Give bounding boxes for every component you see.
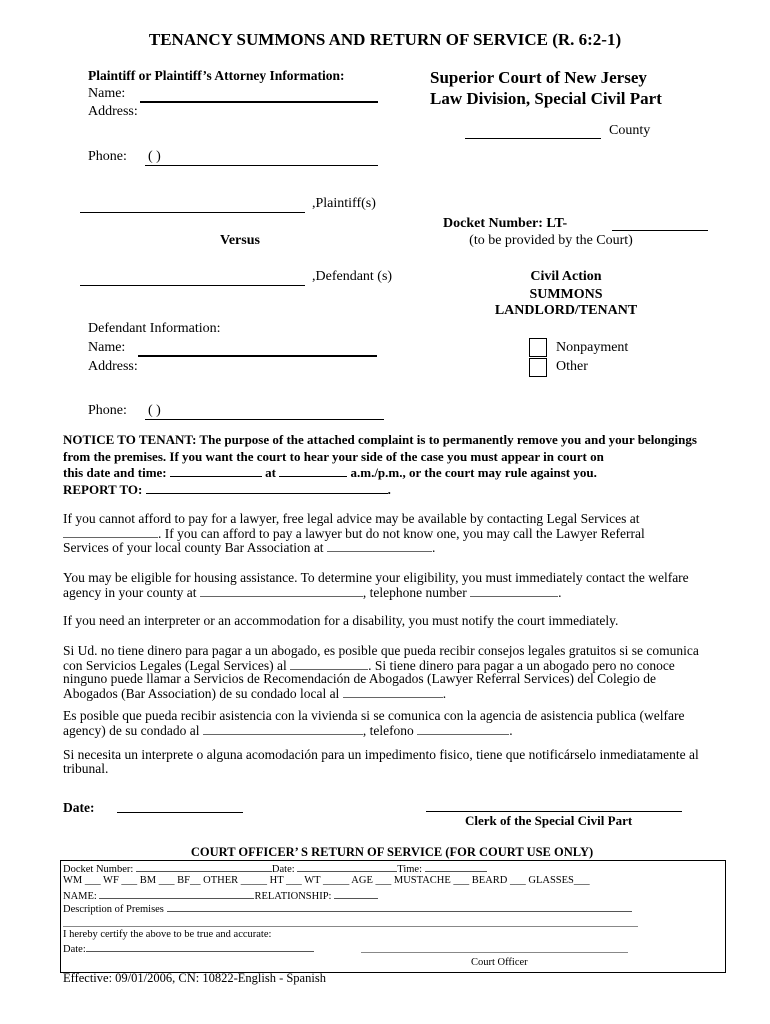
defendant-phone-field[interactable]	[145, 419, 384, 420]
return-docket-field[interactable]	[136, 862, 272, 872]
plaintiff-label: ,Plaintiff(s)	[312, 196, 376, 211]
colegio-field[interactable]	[343, 686, 443, 698]
agencia-field[interactable]	[203, 723, 363, 735]
notice-text: NOTICE TO TENANT: The purpose of the attached complaint is to permanently remove you and your belongings from the premises. If you want the court to hear your side of the case you must appear in court on	[63, 432, 697, 464]
text: agency) de su condado al	[63, 722, 200, 738]
summons-label: SUMMONS	[529, 287, 603, 302]
name-label: Name:	[88, 86, 126, 101]
civil-action-label: Civil Action	[530, 269, 602, 284]
notice-ampm: a.m./p.m., or the court may rule against you.	[350, 465, 597, 480]
relationship-label: RELATIONSHIP:	[254, 891, 332, 902]
text: con Servicios Legales (Legal Services) al	[63, 657, 287, 673]
telefono-field[interactable]	[417, 723, 509, 735]
court-name: Superior Court of New Jersey	[430, 68, 647, 87]
description-fields[interactable]: WM ___ WF ___ BM ___ BF__ OTHER _____ HT ___ WT _____ AGE ___ MUSTACHE ___ BEARD ___ GLASSES___	[63, 875, 590, 886]
address-label: Address:	[88, 104, 138, 119]
certify-date-field[interactable]	[86, 942, 314, 952]
interpreter-paragraph: If you need an interpreter or an accommodation for a disability, you must notify the court immediately.	[63, 613, 619, 628]
legal-services-field[interactable]	[63, 526, 158, 538]
landlord-tenant-label: LANDLORD/TENANT	[494, 303, 638, 318]
other-checkbox[interactable]	[529, 358, 547, 377]
name-label: Name:	[88, 340, 126, 355]
date-field[interactable]	[117, 812, 243, 813]
spanish-legal-paragraph: Si Ud. no tiene dinero para pagar a un abogado, es posible que pueda recibir consejos legales gratuitos si se comunica con Servicios Legales (Legal Services) al . Si tiene dinero para pagar a un abogado pero no conoce ninguno puede llamar a Servicios de Recomendación de Abogados (Lawyer Referral Services) del Colegio de Abogados (Bar Association) de su condado local al .	[63, 643, 699, 701]
court-time-field[interactable]	[279, 465, 347, 477]
text: , telephone number	[362, 584, 467, 600]
court-division: Law Division, Special Civil Part	[430, 89, 662, 108]
docket-number-label: Docket Number:	[63, 864, 134, 875]
notice-date-label: this date and time:	[63, 465, 167, 480]
address-label: Address:	[88, 359, 138, 374]
relationship-field[interactable]	[334, 889, 378, 899]
nonpayment-label: Nonpayment	[556, 340, 629, 355]
text: agency in your county at	[63, 584, 197, 600]
text: . If you can afford to pay a lawyer but do not know one, you may call the Lawyer Referral	[158, 525, 645, 541]
versus-label: Versus	[220, 233, 260, 248]
plaintiff-field[interactable]	[80, 212, 305, 213]
notice-at: at	[265, 465, 276, 480]
court-date-field[interactable]	[170, 465, 262, 477]
welfare-agency-field[interactable]	[200, 585, 363, 597]
court-officer-label: Court Officer	[471, 957, 528, 968]
clerk-signature-field[interactable]	[426, 811, 682, 812]
certify-date-label: Date:	[63, 944, 86, 955]
text: If you cannot afford to pay for a lawyer, free legal advice may be available by contacting Legal Services at	[63, 511, 640, 526]
legal-services-paragraph: If you cannot afford to pay for a lawyer, free legal advice may be available by contacting Legal Services at . If you can afford to pay a lawyer but do not know one, you may call the Lawyer Referral Services of your local county Bar Association at .	[63, 511, 645, 555]
spanish-housing-paragraph: Es posible que pueda recibir asistencia con la vivienda si se comunica con la agencia de asistencia publica (welfare agency) de su condado al , telefono .	[63, 708, 685, 738]
text: ninguno puede llamar a Servicios de Recomendación de Abogados (Lawyer Referral Services) del Colegio de	[63, 671, 657, 686]
housing-paragraph: You may be eligible for housing assistance. To determine your eligibility, you must immediately contact the welfare agency in your county at , telephone number .	[63, 570, 689, 600]
return-name-label: NAME:	[63, 891, 97, 902]
other-label: Other	[556, 359, 588, 374]
defendant-label: ,Defendant (s)	[312, 269, 393, 284]
docket-label: Docket Number: LT-	[443, 216, 568, 231]
clerk-label: Clerk of the Special Civil Part	[465, 813, 633, 828]
text: Services of your local county Bar Association at	[63, 540, 324, 555]
notice-to-tenant: NOTICE TO TENANT: The purpose of the attached complaint is to permanently remove you and your belongings from the premises. If you want the court to hear your side of the case you must appear in court on this date and time: at a.m./p.m., or the court may rule against you. REPORT TO: .	[63, 432, 697, 497]
premises-field-2[interactable]	[63, 926, 638, 927]
text: You may be eligible for housing assistance. To determine your eligibility, you must immediately contact the welfare	[63, 570, 689, 585]
telephone-field[interactable]	[470, 585, 558, 597]
text: . Si tiene dinero para pagar a un abogado pero no conoce	[368, 657, 675, 673]
premises-field[interactable]	[167, 902, 632, 912]
defendant-name-field[interactable]	[138, 355, 377, 357]
text: , telefono	[362, 722, 414, 738]
return-time-label: Time:	[397, 864, 422, 875]
defendant-field[interactable]	[80, 285, 305, 286]
county-field[interactable]	[465, 138, 601, 139]
phone-area-code: ( )	[148, 403, 161, 418]
phone-area-code: ( )	[148, 149, 161, 164]
text: Es posible que pueda recibir asistencia con la vivienda si se comunica con la agencia de asistencia publica (welfare	[63, 708, 685, 723]
certify-text: I hereby certify the above to be true and accurate:	[63, 929, 272, 940]
bar-association-field[interactable]	[327, 540, 432, 552]
nonpayment-checkbox[interactable]	[529, 338, 547, 357]
return-date-label: Date:	[271, 864, 295, 875]
defendant-info-heading: Defendant Information:	[88, 321, 221, 336]
plaintiff-info-heading: Plaintiff or Plaintiff’s Attorney Information:	[88, 68, 345, 83]
report-to-label: REPORT TO:	[63, 481, 143, 497]
docket-field[interactable]	[612, 230, 708, 231]
plaintiff-name-field[interactable]	[140, 101, 378, 103]
footer-effective: Effective: 09/01/2006, CN: 10822-English - Spanish	[63, 971, 326, 985]
plaintiff-phone-field[interactable]	[145, 165, 378, 166]
docket-note: (to be provided by the Court)	[469, 233, 633, 248]
return-of-service-heading: COURT OFFICER’ S RETURN OF SERVICE (FOR COURT USE ONLY)	[190, 845, 594, 859]
return-time-field[interactable]	[425, 862, 487, 872]
text: Abogados (Bar Association) de su condado local al	[63, 685, 340, 701]
phone-label: Phone:	[88, 403, 127, 418]
county-label: County	[609, 123, 651, 138]
return-name-field[interactable]	[99, 889, 254, 899]
date-label: Date:	[63, 800, 95, 815]
return-date-field[interactable]	[297, 862, 397, 872]
text: Si Ud. no tiene dinero para pagar a un abogado, es posible que pueda recibir consejos legales gratuitos si se comunica	[63, 643, 699, 658]
premises-label: Description of Premises	[63, 904, 164, 915]
report-to-field[interactable]	[146, 482, 388, 494]
spanish-interpreter-paragraph: Si necesita un interprete o alguna acomodación para un impedimento fisico, tiene que notificárselo inmediatamente al tribunal.	[63, 747, 699, 776]
form-title: TENANCY SUMMONS AND RETURN OF SERVICE (R. 6:2-1)	[148, 30, 622, 49]
return-of-service-box	[60, 860, 726, 973]
officer-signature-field[interactable]	[361, 952, 628, 953]
phone-label: Phone:	[88, 149, 127, 164]
servicios-legales-field[interactable]	[290, 658, 368, 670]
